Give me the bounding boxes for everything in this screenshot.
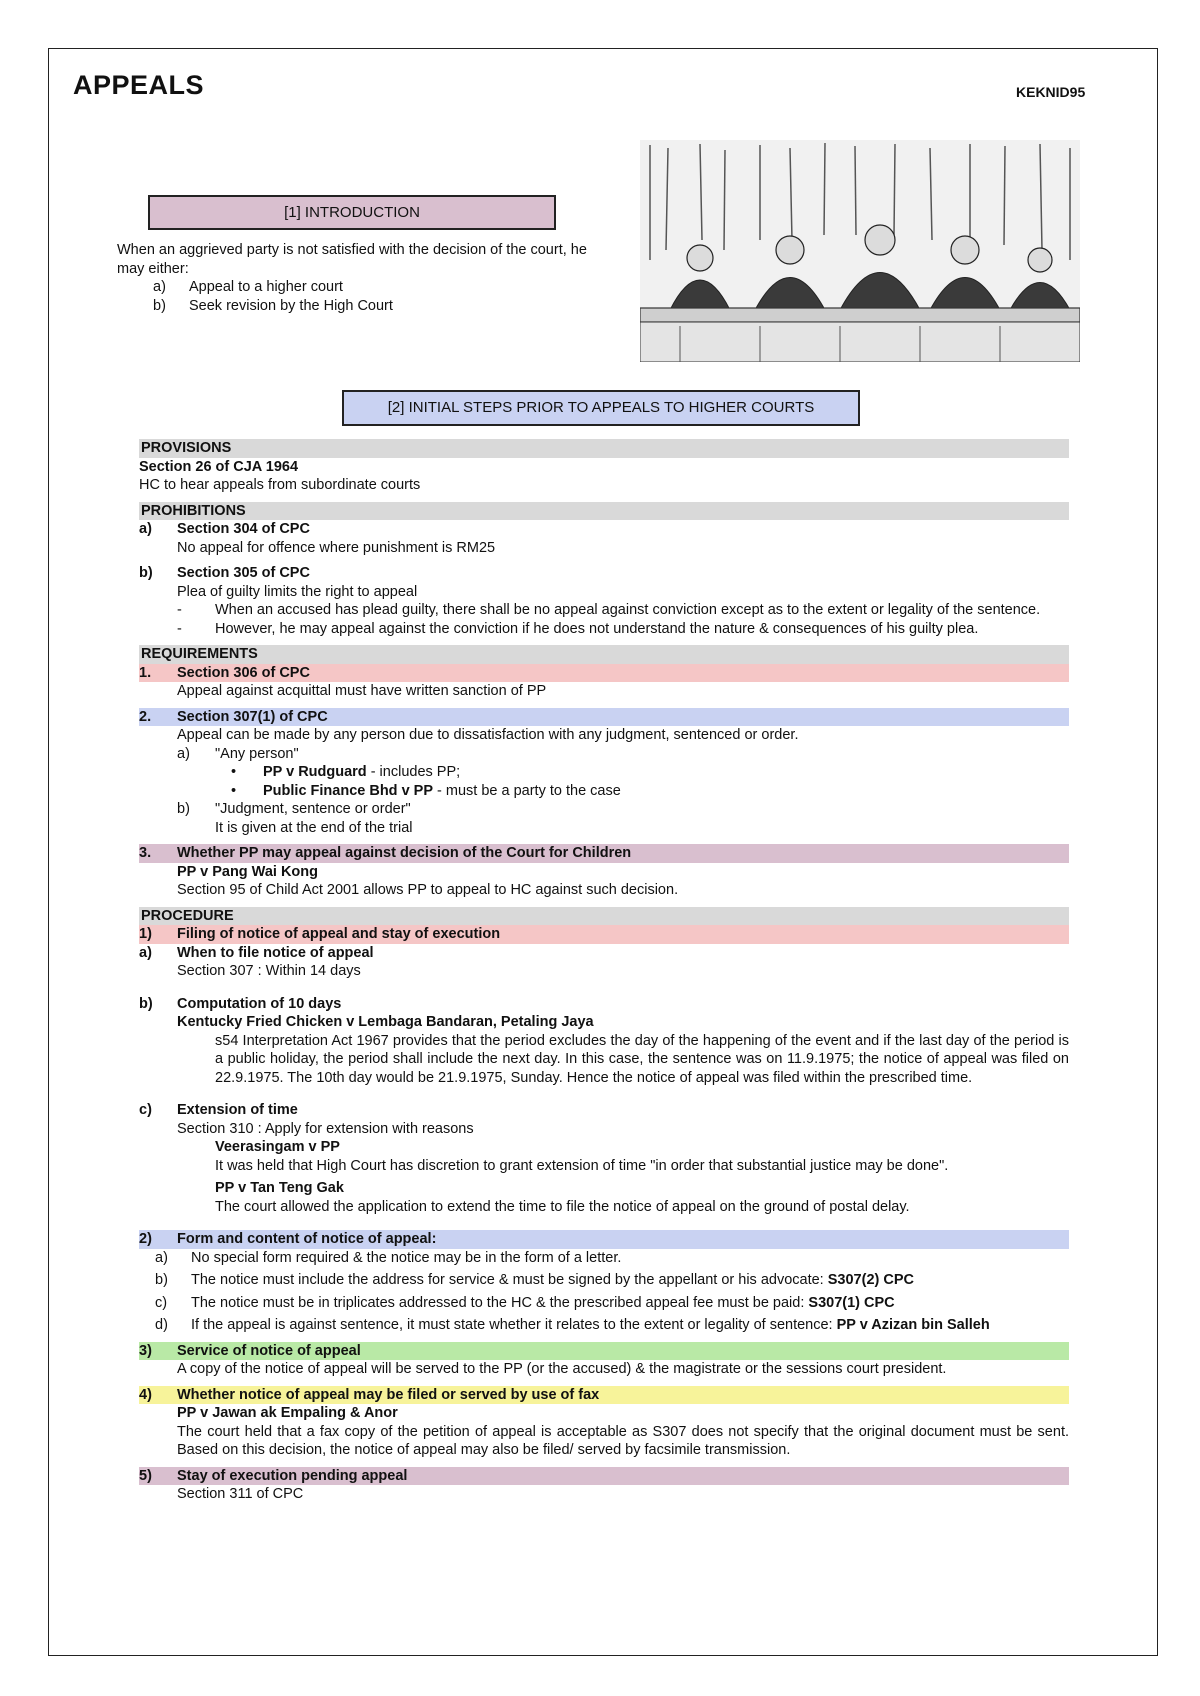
- procedure-1c-case1: Veerasingam v PP: [215, 1139, 340, 1155]
- prohibitions-heading: PROHIBITIONS: [139, 502, 1069, 521]
- intro-heading-box: [1] INTRODUCTION: [148, 195, 556, 230]
- procedure-1c-text: Section 310 : Apply for extension with reasons: [177, 1120, 474, 1137]
- procedure-3-bar: 3) Service of notice of appeal: [139, 1342, 1069, 1361]
- case-bullet: • PP v Rudguard - includes PP;: [231, 764, 461, 780]
- procedure-5-text: Section 311 of CPC: [177, 1486, 304, 1502]
- page-title: APPEALS: [73, 70, 205, 100]
- procedure-3-text: A copy of the notice of appeal will be served to the PP (or the accused) & the magistrate or the sessions court president.: [177, 1361, 947, 1377]
- prohibition-a-text: No appeal for offence where punishment is RM25: [177, 539, 496, 556]
- procedure-1a-text: Section 307 : Within 14 days: [177, 963, 361, 979]
- provisions-text: HC to hear appeals from subordinate courts: [139, 477, 421, 493]
- requirement-2-bar: 2. Section 307(1) of CPC: [139, 708, 1069, 727]
- procedure-1c-case2-text: The court allowed the application to extend the time to file the notice of appeal on the ground of postal delay.: [215, 1198, 910, 1215]
- procedure-2-bar: 2) Form and content of notice of appeal:: [139, 1230, 1069, 1249]
- procedure-heading: PROCEDURE: [139, 907, 1069, 926]
- requirement-3-case: PP v Pang Wai Kong: [177, 863, 318, 880]
- form-item: c) The notice must be in triplicates addressed to the HC & the prescribed appeal fee must be paid: S307(1) CPC: [155, 1294, 895, 1311]
- intro-text-block: [117, 241, 597, 315]
- requirement-2b-sub: It is given at the end of the trial: [215, 819, 413, 836]
- prohibition-b-title: b) Section 305 of CPC: [139, 565, 310, 581]
- case-bullet: • Public Finance Bhd v PP - must be a party to the case: [231, 782, 621, 799]
- prohibition-a-title: a) Section 304 of CPC: [139, 521, 310, 537]
- procedure-1b-text: s54 Interpretation Act 1967 provides that the period excludes the day of the happening of the event and if the last day of the period is a public holiday, the period shall include the next day. In this case, the sentence was on 11.9.1975; the notice of appeal was filed on 22.9.1975. The 10th day would be 21.9.1975, Sunday. Hence the notice of appeal was filed within the prescribed time.: [215, 1032, 1069, 1086]
- procedure-1c-title: c) Extension of time: [139, 1102, 298, 1118]
- form-item: b) The notice must include the address for service & must be signed by the appellant or his advocate: S307(2) CPC: [155, 1272, 914, 1288]
- intro-item: b) Seek revision by the High Court: [153, 297, 393, 314]
- requirement-3-bar: 3. Whether PP may appeal against decision of the Court for Children: [139, 844, 1069, 863]
- section2-heading-box: [2] INITIAL STEPS PRIOR TO APPEALS TO HIGHER COURTS: [342, 390, 860, 426]
- requirement-2a: a) "Any person": [177, 745, 299, 762]
- requirement-2b: b) "Judgment, sentence or order": [177, 801, 411, 817]
- requirements-heading: REQUIREMENTS: [139, 645, 1069, 664]
- main-content: [139, 439, 1069, 1504]
- prohibition-dash-item: - When an accused has plead guilty, there shall be no appeal against conviction except as to the extent or legality of the sentence.: [177, 602, 1041, 618]
- procedure-1b-case: Kentucky Fried Chicken v Lembaga Bandaran, Petaling Jaya: [177, 1014, 594, 1030]
- requirement-1-text: Appeal against acquittal must have written sanction of PP: [177, 683, 547, 699]
- form-item: d) If the appeal is against sentence, it must state whether it relates to the extent or legality of sentence: PP v Azizan bin Salleh: [155, 1317, 990, 1333]
- procedure-5-bar: 5) Stay of execution pending appeal: [139, 1467, 1069, 1486]
- provisions-heading: PROVISIONS: [139, 439, 1069, 458]
- procedure-4-case: PP v Jawan ak Empaling & Anor: [177, 1405, 398, 1421]
- prohibition-b-text: Plea of guilty limits the right to appeal: [177, 583, 418, 600]
- requirement-2-text: Appeal can be made by any person due to dissatisfaction with any judgment, sentenced or order.: [177, 727, 799, 743]
- form-item: a) No special form required & the notice may be in the form of a letter.: [155, 1249, 622, 1266]
- procedure-1c-case2: PP v Tan Teng Gak: [215, 1180, 344, 1196]
- provisions-title: Section 26 of CJA 1964: [139, 458, 299, 475]
- procedure-1-bar: 1) Filing of notice of appeal and stay of execution: [139, 925, 1069, 944]
- prohibition-dash-item: - However, he may appeal against the conviction if he does not understand the nature & consequences of his guilty plea.: [177, 620, 979, 637]
- procedure-1a-title: a) When to file notice of appeal: [139, 944, 374, 961]
- procedure-1b-title: b) Computation of 10 days: [139, 995, 342, 1012]
- intro-item: a) Appeal to a higher court: [153, 279, 343, 295]
- judges-bench-illustration: [640, 140, 1080, 362]
- document-code: KEKNID95: [1016, 84, 1086, 100]
- procedure-4-bar: 4) Whether notice of appeal may be filed or served by use of fax: [139, 1386, 1069, 1405]
- intro-text: When an aggrieved party is not satisfied with the decision of the court, he may either:: [117, 242, 587, 277]
- requirement-1-bar: 1. Section 306 of CPC: [139, 664, 1069, 683]
- procedure-1c-case1-text: It was held that High Court has discretion to grant extension of time "in order that substantial justice may be done".: [215, 1157, 949, 1174]
- procedure-4-text: The court held that a fax copy of the petition of appeal is acceptable as S307 does not specify that the original document must be sent. Based on this decision, the notice of appeal may also be filed/ served by facsimile transmission.: [177, 1423, 1069, 1458]
- requirement-3-text: Section 95 of Child Act 2001 allows PP to appeal to HC against such decision.: [177, 882, 679, 898]
